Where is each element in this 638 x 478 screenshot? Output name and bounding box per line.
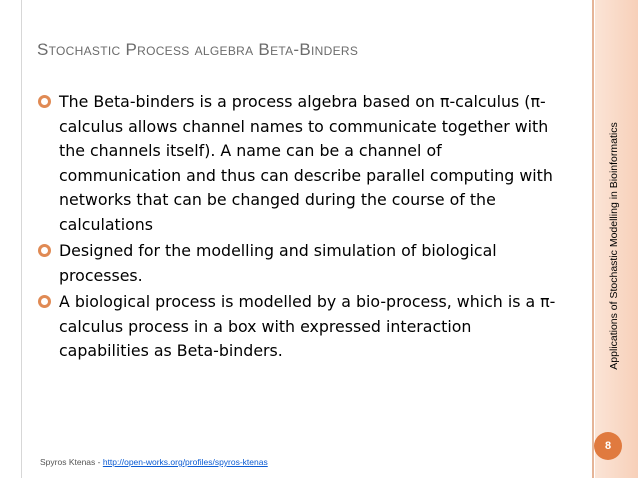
bullet-item [37, 239, 557, 288]
left-divider [21, 0, 22, 478]
page-number-badge: 8 [594, 432, 622, 460]
ring-bullet-icon [38, 244, 51, 257]
sidebar-divider [592, 0, 594, 478]
bullet-text: The Beta-binders is a process algebra based on π-calculus (π-calculus allows channel names to communicate together with the channels itself). A name can be a channel of communication and thus can describe parallel computing with networks that can be changed during the course of the calculations [59, 92, 553, 234]
footer-author: Spyros Ktenas - [40, 457, 103, 467]
footer [40, 457, 268, 467]
bullet-item [37, 290, 557, 364]
bullet-text: Designed for the modelling and simulation of biological processes. [59, 241, 497, 285]
ring-bullet-icon [38, 95, 51, 108]
ring-bullet-icon [38, 295, 51, 308]
bullet-item [37, 90, 557, 237]
bullet-text: A biological process is modelled by a bio-process, which is a π-calculus process in a box with expressed interaction capabilities as Beta-binders. [59, 292, 556, 360]
bullet-list [37, 90, 557, 366]
footer-link[interactable]: http://open-works.org/profiles/spyros-ktenas [102, 457, 268, 467]
slide-title: Stochastic Process algebra Beta-Binders [37, 40, 359, 59]
side-title: Applications of Stochastic Modelling in Bioinformatics [608, 122, 620, 370]
